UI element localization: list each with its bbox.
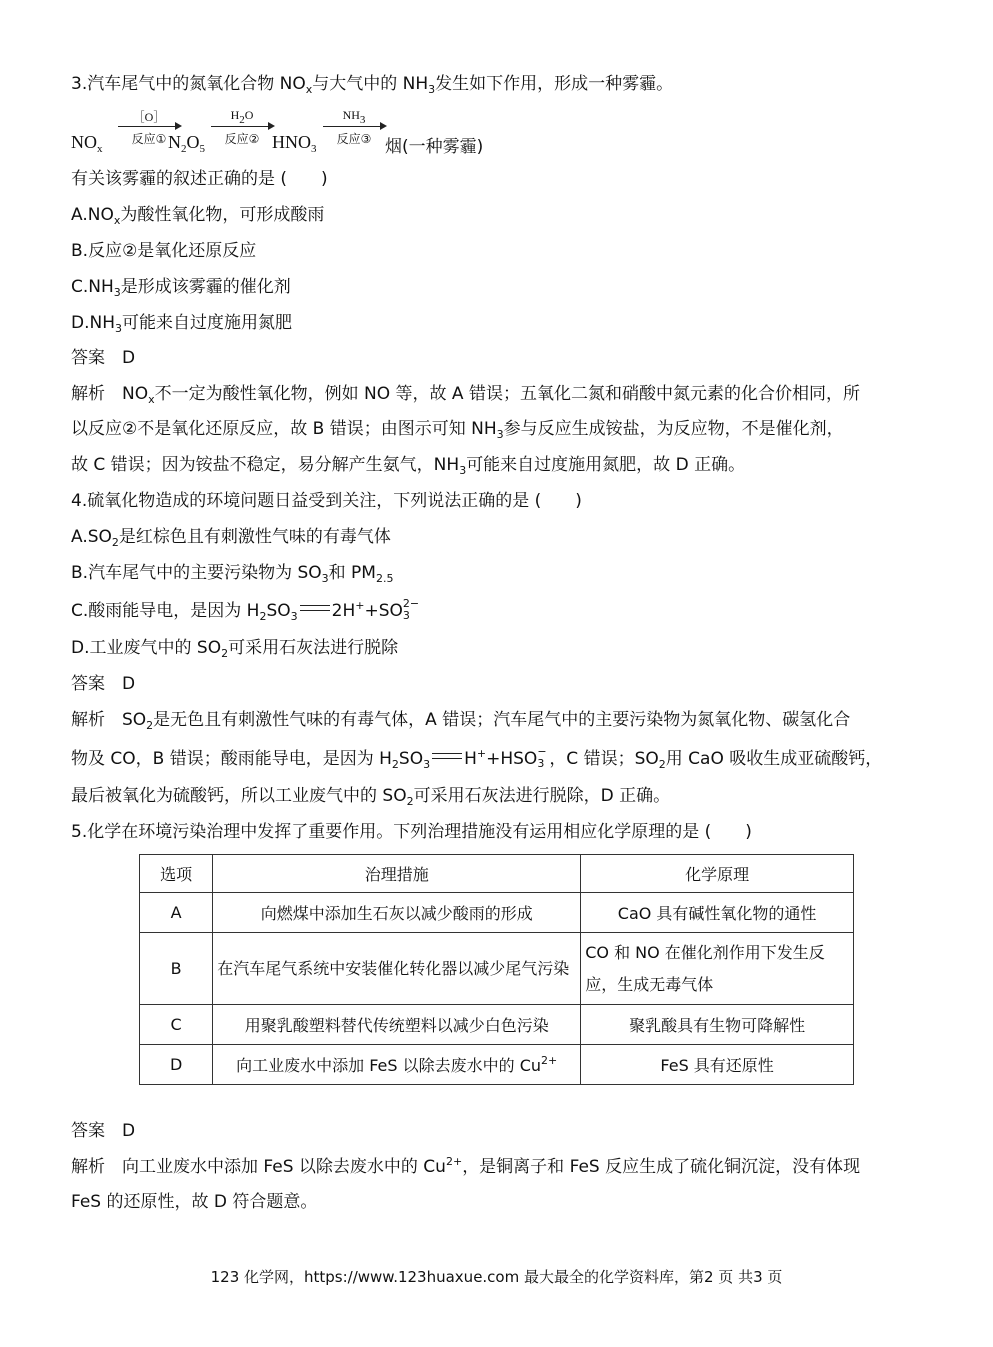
table-row: [140, 1005, 854, 1045]
reaction-arrow-1: [118, 126, 180, 127]
equilibrium-arrow: [432, 753, 462, 761]
q3-answer: 答案 D: [71, 348, 136, 368]
reaction-arrow-2: [211, 126, 273, 127]
q4-option-d: D.工业废气中的 $SO_2$可采用石灰法进行脱除: [71, 638, 399, 660]
q5-explanation-line1: 解析 向工业废水中添加 FeS 以除去废水中的 $Cu^{2+}$，是铜离子和 FeS 反应生成了硫化铜沉淀，没有体现: [71, 1155, 861, 1177]
row-measure: 在汽车尾气系统中安装催化转化器以减少尾气污染: [213, 933, 581, 1005]
header-option: 选项: [140, 855, 213, 893]
q4-answer: 答案 D: [71, 674, 136, 694]
row-option: D: [140, 1045, 213, 1085]
arrow2-label-top: $H_2O$: [230, 108, 254, 126]
equilibrium-arrow: [300, 605, 330, 613]
reaction-scheme: [71, 108, 551, 158]
q5-explanation-line2: FeS 的还原性，故 D 符合题意。: [71, 1192, 318, 1212]
header-measure: 治理措施: [213, 855, 581, 893]
q4-explanation-line1: 解析 $SO_2$是无色且有刺激性气味的有毒气体，A 错误；汽车尾气中的主要污染物为氮氧化物、碳氢化合: [71, 710, 851, 732]
q5-table: [139, 854, 854, 1085]
row-principle: 聚乳酸具有生物可降解性: [581, 1005, 854, 1045]
row-principle: CO 和 NO 在催化剂作用下发生反应，生成无毒气体: [581, 933, 854, 1005]
q3-explanation-line1: 解析 $NO_x$不一定为酸性氧化物，例如 NO 等，故 A 错误；五氧化二氮和硝酸中氮元素的化合价相同，所: [71, 384, 860, 406]
species-nox: $NO_x$: [71, 132, 103, 155]
table-row: [140, 933, 854, 1005]
q3-stem: 3.汽车尾气中的氮氧化合物 $NO_x$与大气中的 $NH_3$发生如下作用，形成一种雾霾。: [71, 74, 674, 96]
arrow3-label-bottom: 反应③: [336, 132, 372, 146]
q3-option-d: $D.NH_3$可能来自过度施用氮肥: [71, 313, 292, 335]
table-row: [140, 893, 854, 933]
arrow1-label-bottom: 反应①: [131, 132, 167, 146]
page-footer: 123 化学网，https://www.123huaxue.com 最大最全的化学资料库，第2 页 共3 页: [210, 1268, 783, 1286]
q3-option-b: B.反应②是氧化还原反应: [71, 241, 257, 261]
q5-answer: 答案 D: [71, 1121, 136, 1141]
row-principle: CaO 具有碱性氧化物的通性: [581, 893, 854, 933]
row-measure: 用聚乳酸塑料替代传统塑料以减少白色污染: [213, 1005, 581, 1045]
row-option: A: [140, 893, 213, 933]
q4-explanation-line3: 最后被氧化为硫酸钙，所以工业废气中的 $SO_2$可采用石灰法进行脱除，D 正确。: [71, 786, 671, 808]
q4-option-c: C.酸雨能导电，是因为 $H_2SO_3$ 2H++SO 2− 3: [71, 597, 420, 623]
row-option: C: [140, 1005, 213, 1045]
table-row: [140, 1045, 854, 1085]
reaction-arrow-3: [323, 126, 385, 127]
species-n2o5: $N_2O_5$: [168, 132, 205, 155]
species-hno3: $HNO_3$: [272, 132, 317, 155]
row-principle: FeS 具有还原性: [581, 1045, 854, 1085]
header-principle: 化学原理: [581, 855, 854, 893]
q4-option-a: $A.SO_2$是红棕色且有刺激性气味的有毒气体: [71, 527, 391, 549]
q4-explanation-line2: 物及 CO，B 错误；酸雨能导电，是因为 $H_2SO_3$ H++HSO − 3 ，C 错误；$SO_2$用 CaO 吸收生成亚硫酸钙，: [71, 745, 883, 771]
q4-option-b: B.汽车尾气中的主要污染物为 $SO_3$和 $PM_{2.5}$: [71, 563, 394, 585]
q3-explanation-line3: 故 C 错误；因为铵盐不稳定，易分解产生氨气，$NH_3$可能来自过度施用氮肥，故 D 正确。: [71, 455, 746, 477]
q4-stem: 4.硫氧化物造成的环境问题日益受到关注，下列说法正确的是 ( ): [71, 491, 582, 511]
arrow2-label-bottom: 反应②: [224, 132, 260, 146]
row-measure: 向工业废水中添加 FeS 以除去废水中的 $Cu^{2+}$: [213, 1045, 581, 1085]
arrow1-label-top: ［O］: [132, 110, 166, 124]
q5-stem: 5.化学在环境污染治理中发挥了重要作用。下列治理措施没有运用相应化学原理的是 ( ): [71, 822, 752, 842]
q3-option-a: $A.NO_x$为酸性氧化物，可形成酸雨: [71, 205, 325, 227]
q3-option-c: $C.NH_3$是形成该雾霾的催化剂: [71, 277, 291, 299]
q3-explanation-line2: 以反应②不是氧化还原反应，故 B 错误；由图示可知 $NH_3$参与反应生成铵盐，为反应物，不是催化剂，: [71, 419, 844, 441]
arrow3-label-top: $NH_3$: [342, 108, 366, 126]
row-option: B: [140, 933, 213, 1005]
table-header-row: [140, 855, 854, 893]
q3-question: 有关该雾霾的叙述正确的是 ( ): [71, 169, 328, 189]
species-smog: 烟(一种雾霾): [385, 137, 484, 157]
row-measure: 向燃煤中添加生石灰以减少酸雨的形成: [213, 893, 581, 933]
